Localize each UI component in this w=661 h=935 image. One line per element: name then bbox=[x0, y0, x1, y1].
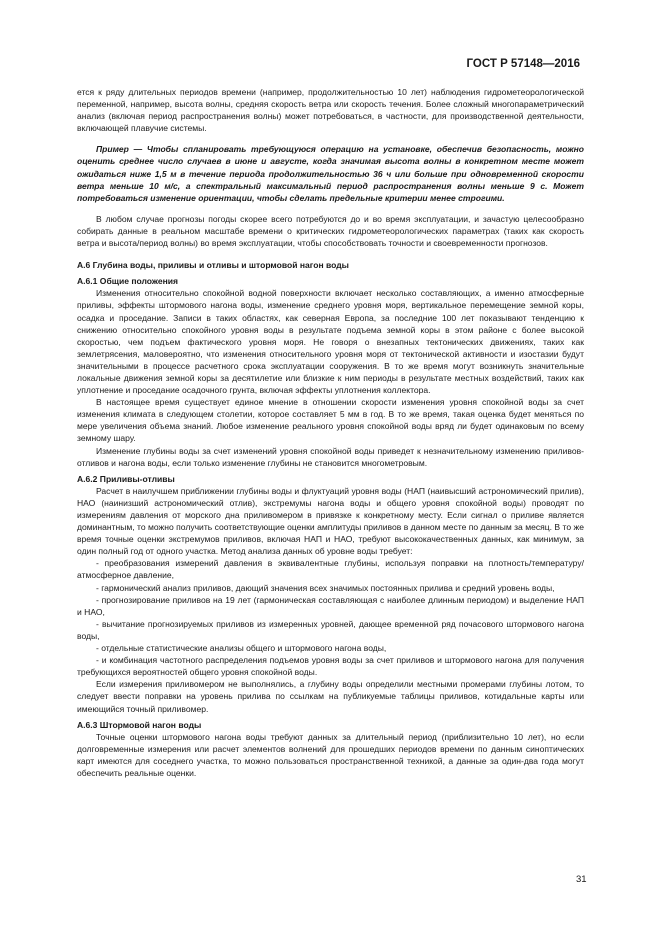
list-item: - вычитание прогнозируемых приливов из измеренных уровней, дающее временной ряд почасового штормового нагона воды, bbox=[77, 618, 584, 641]
list-item: - гармонический анализ приливов, дающий значения всех значимых постоянных прилива и средний уровень воды, bbox=[96, 582, 555, 593]
list-item: - отдельные статистические анализы общего и штормового нагона воды, bbox=[96, 643, 387, 654]
paragraph: ется к ряду длительных периодов времени (например, продолжительностью 10 лет) наблюдения гидрометеорологической переменной, например, высота волны, средняя скорость ветра или скорость течения. Более сложный многопараметрический анализ (включая период распространения волны) может потребоваться, в частности, для производственной деятельности, включающей плавучие системы. bbox=[77, 87, 584, 134]
paragraph: Если измерения приливомером не выполнялись, а глубину воды определили местными промерами глубины лотом, то следует ввести поправки на уровень прилива по ссылкам на публикуемые таблицы приливов, котидальные карты или имеющийся точный приливомер. bbox=[77, 679, 584, 714]
paragraph: В настоящее время существует единое мнение в отношении скорости изменения уровня спокойной воды за счет изменения климата в следующем столетии, которое составляет 5 мм в год. В то же время, такая оценка будет меняться по мере увеличения объема знаний. Любое изменение реального уровня спокойной воды вряд ли будет одинаковым по всему земному шару. bbox=[77, 397, 584, 444]
paragraph: Изменения относительно спокойной водной поверхности включает несколько составляющих, а именно атмосферные приливы, эффекты штормового нагона воды, изменение среднего уровня моря, вертикальное перемещение земной коры, осадка и проседание. Записи в таких областях, как северная Европа, за последние 100 лет показывают тенденцию к снижению относительно спокойного уровня воды в результате подъема земной коры в этом районе с более высокой скоростью, чем подъем фактического уровня моря. Не говоря о внезапных тектонических движениях, таких как землетрясения, маловероятно, что изменения относительного уровня моря от тектонической активности и изостазии будут значительными в процессе расчетного срока эксплуатации сооружения. В то же время могут возникнуть значительные локальные движения земной коры за десятилетие или близкие к ним периоды в результате местных воздействий, таких как уплотнение и проседание осадочного грунта, включая эффекты уплотнения коллектора. bbox=[77, 288, 584, 396]
paragraph: Точные оценки штормового нагона воды требуют данных за длительный период (приблизительно 10 лет), но если долговременные измерения или расчет элементов волнений для прошедших периодов времени по данным синоптических карт имеются для соседнего участка, то можно пользоваться пространственной техникой, а данные за один-два года могут обеспечить реальные оценки. bbox=[77, 731, 584, 778]
list-item: - и комбинация частотного распределения подъемов уровня воды за счет приливов и штормового нагона для получения требующихся вероятностей общего уровня спокойной воды. bbox=[77, 655, 584, 678]
page-body bbox=[77, 86, 584, 779]
section-heading-a6: А.6 Глубина воды, приливы и отливы и штормовой нагон воды bbox=[77, 260, 349, 271]
list-item: - прогнозирование приливов на 19 лет (гармоническая составляющая с наиболее длинным периодом) и выделение НАП и НАО, bbox=[77, 594, 584, 617]
example-text: Чтобы спланировать требующуюся операцию на установке, обеспечив безопасность, можно оценить среднее число случаев в июне и августе, когда значимая высота волны в конкретном месте может ожидаться ниже 1,5 м в течение периода продолжительностью 36 ч или больше при одновременной скорости ветра меньше 10 м/с, а спектральный максимальный период распространения волны меньше 9 с. Может потребоваться изменение ориентации, чтобы сделать предельные критерии менее строгими. bbox=[77, 144, 585, 203]
list-item: - преобразования измерений давления в эквивалентные глубины, используя поправки на плотность/температуру/атмосферное давление, bbox=[77, 558, 584, 581]
document-id: ГОСТ Р 57148—2016 bbox=[466, 58, 580, 70]
page-number: 31 bbox=[576, 874, 587, 885]
paragraph: Изменение глубины воды за счет изменений уровня спокойной воды приведет к незначительному изменению приливов-отливов и нагона воды, если только изменение глубины не становится многометровым. bbox=[77, 445, 584, 468]
section-heading-a63: А.6.3 Штормовой нагон воды bbox=[77, 719, 202, 730]
section-heading-a62: А.6.2 Приливы-отливы bbox=[77, 473, 175, 484]
example-lead: Пример — bbox=[96, 144, 143, 155]
example-paragraph bbox=[77, 143, 584, 203]
paragraph: Расчет в наилучшем приближении глубины воды и флуктуаций уровня воды (НАП (наивысший астрономический прилив), НАО (наинизший астрономический отлив), экстремумы нагона воды и общего уровня спокойной воды) проводят по измерениям давления от морского дна приливомером в привязке к конкретному месту. Если сигнал о приливе является доминантным, то можно получить соответствующие оценки амплитуды приливов в данном месте по данным за месяц. В то же время точные оценки экстремумов приливов, включая НАП и НАО, требуют высококачественных данных, как минимум, за один полный год от одного участка. Метод анализа данных об уровне воды требует: bbox=[77, 485, 584, 557]
section-heading-a61: А.6.1 Общие положения bbox=[77, 276, 179, 287]
paragraph: В любом случае прогнозы погоды скорее всего потребуются до и во время эксплуатации, и зачастую целесообразно собирать данные в реальном масштабе времени о критических гидрометеорологических параметрах (таких как скорость ветра и высота/период волны) во время эксплуатации, чтобы способствовать точности и своевременности прогнозов. bbox=[77, 213, 584, 249]
